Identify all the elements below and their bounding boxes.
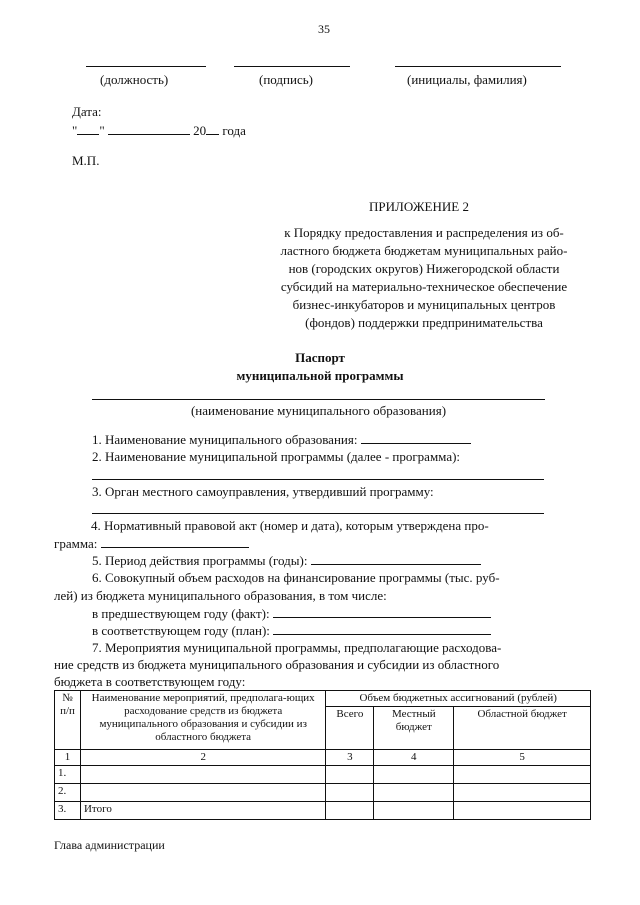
activities-table	[54, 690, 591, 820]
row-name	[80, 784, 325, 802]
row-total	[326, 802, 374, 820]
row-num: 1.	[55, 766, 81, 784]
appendix-line: (фондов) поддержки предпринимательства	[305, 315, 543, 330]
signature-caption: (подпись)	[259, 72, 313, 87]
row-regional	[454, 784, 591, 802]
item-1-blank	[361, 431, 471, 444]
stamp-label: М.П.	[72, 153, 100, 168]
row-num: 3.	[55, 802, 81, 820]
header-volume: Объем бюджетных ассигнований (рублей)	[326, 691, 591, 707]
signature-line	[234, 66, 350, 67]
appendix-line: нов (городских округов) Нижегородской области	[288, 261, 560, 276]
item-6-curr-label: в соответствующем году (план):	[92, 623, 270, 638]
header-regional: Областной бюджет	[454, 707, 591, 750]
row-local	[374, 766, 454, 784]
table-row	[55, 784, 591, 802]
row-local	[374, 784, 454, 802]
item-5	[92, 552, 481, 569]
row-total	[326, 784, 374, 802]
col-number: 1	[55, 750, 81, 766]
municipality-caption: (наименование муниципального образования)	[190, 403, 447, 418]
table-row	[55, 766, 591, 784]
position-line	[86, 66, 206, 67]
item-4-line2	[54, 535, 249, 552]
row-name	[80, 766, 325, 784]
date-quote-close: "	[99, 123, 105, 138]
item-1-label: 1. Наименование муниципального образования:	[92, 432, 358, 447]
item-5-blank	[311, 552, 481, 565]
footer-signature-label: Глава администрации	[54, 838, 165, 852]
name-caption: (инициалы, фамилия)	[407, 72, 527, 87]
date-field	[72, 122, 246, 139]
appendix-title: ПРИЛОЖЕНИЕ 2	[369, 199, 469, 214]
appendix-line: бизнес-инкубаторов и муниципальных центров	[292, 297, 556, 312]
page-number: 35	[318, 22, 330, 36]
table-header-row	[55, 691, 591, 707]
position-caption: (должность)	[100, 72, 169, 87]
date-quote-open: "	[72, 123, 78, 138]
table-row	[55, 802, 591, 820]
item-6-prev-label: в предшествующем году (факт):	[92, 606, 270, 621]
item-6-curr-blank	[273, 622, 491, 635]
table-numbering-row	[55, 750, 591, 766]
item-3-blank	[92, 513, 544, 514]
item-1	[92, 431, 471, 448]
item-7-line1: 7. Мероприятия муниципальной программы, предполагающие расходова-	[92, 640, 502, 655]
appendix-text	[250, 224, 598, 332]
item-7-line2: ние средств из бюджета муниципального образования и субсидии из областного	[54, 657, 500, 672]
row-regional	[454, 802, 591, 820]
name-line	[395, 66, 561, 67]
item-4-blank	[101, 535, 249, 548]
header-local: Местный бюджет	[374, 707, 454, 750]
item-4-label: грамма:	[54, 536, 98, 551]
col-number: 3	[326, 750, 374, 766]
header-total: Всего	[326, 707, 374, 750]
row-num: 2.	[55, 784, 81, 802]
appendix-line: к Порядку предоставления и распределения из об-	[284, 225, 564, 240]
col-number: 2	[80, 750, 325, 766]
passport-subtitle: муниципальной программы	[236, 368, 404, 383]
row-regional	[454, 766, 591, 784]
appendix-line: субсидий на материально-техническое обеспечение	[280, 279, 568, 294]
year-blank	[206, 122, 219, 135]
municipality-line	[92, 399, 545, 400]
item-6-prev	[92, 605, 491, 622]
day-blank	[77, 122, 99, 135]
item-6-line2: лей) из бюджета муниципального образования, в том числе:	[54, 588, 387, 603]
item-5-label: 5. Период действия программы (годы):	[92, 553, 308, 568]
item-4-line1: 4. Нормативный правовой акт (номер и дата), которым утверждена про-	[91, 518, 489, 533]
col-number: 5	[454, 750, 591, 766]
col-number: 4	[374, 750, 454, 766]
year-suffix: года	[219, 123, 246, 138]
date-label: Дата:	[72, 104, 102, 119]
item-2-blank	[92, 479, 544, 480]
item-3-label: 3. Орган местного самоуправления, утвердивший программу:	[92, 484, 434, 499]
item-6-line1: 6. Совокупный объем расходов на финансирование программы (тыс. руб-	[92, 570, 500, 585]
year-prefix: 20	[193, 123, 207, 138]
header-num: № п/п	[55, 691, 81, 750]
header-name: Наименование мероприятий, предполага-ющих расходование средств из бюджета муниципального образования и субсидии из областного бюджета	[80, 691, 325, 750]
item-2-label: 2. Наименование муниципальной программы (далее - программа):	[92, 449, 461, 464]
appendix-line: ластного бюджета бюджетам муниципальных райо-	[280, 243, 568, 258]
row-name: Итого	[80, 802, 325, 820]
row-total	[326, 766, 374, 784]
row-local	[374, 802, 454, 820]
item-6-curr	[92, 622, 491, 639]
month-blank	[108, 122, 190, 135]
item-6-prev-blank	[273, 605, 491, 618]
passport-title: Паспорт	[295, 350, 345, 365]
item-7-line3: бюджета в соответствующем году:	[54, 674, 246, 689]
